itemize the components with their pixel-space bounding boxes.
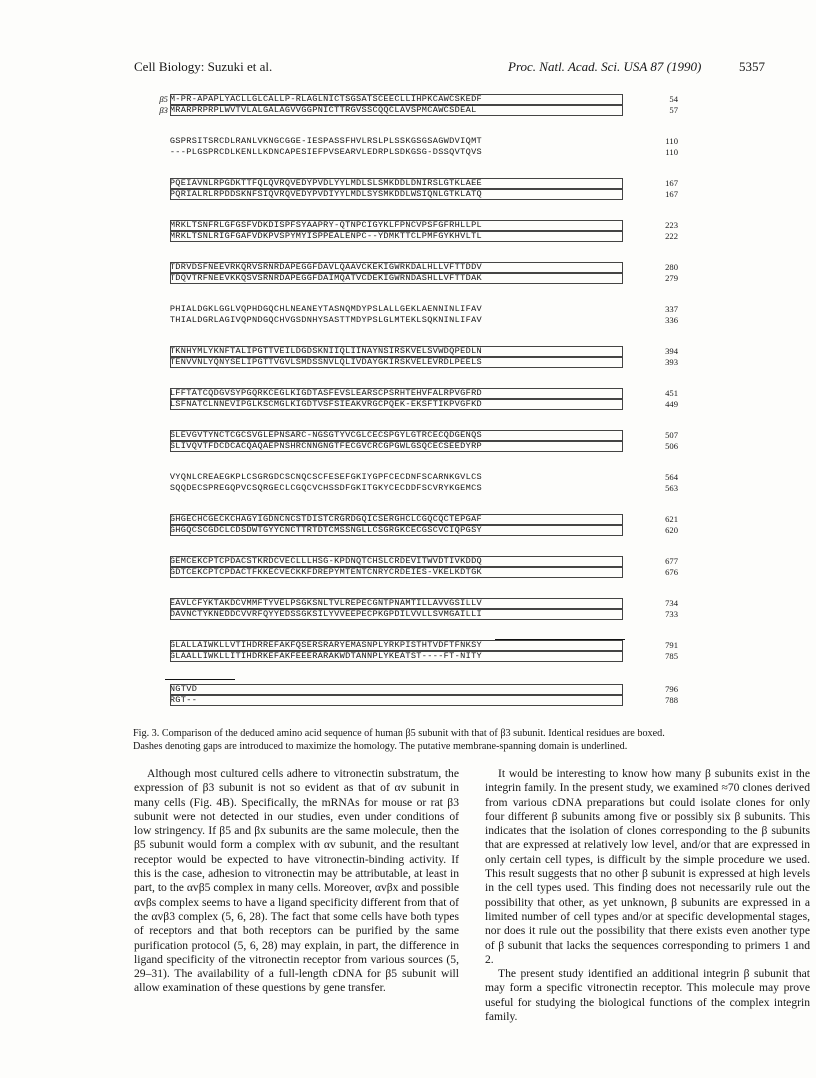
alignment-block [118, 388, 678, 410]
amino-acid-sequence: DAVNCTYKNEDDCVVRFQYYEDSSGKSILYVVEEPECPKGPDILVVLLSVMGAILLI [170, 609, 623, 620]
sequence-row-b3 [118, 105, 678, 116]
running-header-journal: Proc. Natl. Acad. Sci. USA 87 (1990) [508, 59, 702, 74]
amino-acid-sequence: SLIVQVTFDCDCACQAQAEPNSHRCNNGNGTFECGVCRCGPGWLGSQCECSEEDYRP [170, 441, 623, 452]
sequence-row-b5 [118, 178, 678, 189]
alignment-block [118, 94, 678, 116]
alignment-block [118, 684, 678, 706]
residue-number: 223 [665, 220, 678, 230]
amino-acid-sequence: PHIALDGKLGGLVQPHDGQCHLNEANEYTASNQMDYPSLALLGEKLAENNINLIFAV [169, 304, 483, 314]
sequence-row-b5 [118, 346, 678, 357]
residue-number: 337 [665, 304, 678, 314]
residue-number: 394 [665, 346, 678, 356]
amino-acid-sequence: LFFTATCQDGVSYPGQRKCEGLKIGDTASFEVSLEARSCPSRHTEHVFALRPVGFRD [170, 388, 623, 399]
residue-number: 563 [665, 483, 678, 493]
membrane-domain-underline [495, 639, 625, 640]
paragraph: The present study identified an additional integrin β subunit that may form a specific vitronectin receptor. This molecule may prove useful for studying the biological functions of the complex integrin family. [485, 967, 810, 1024]
alignment-block [118, 136, 678, 158]
alignment-block [118, 262, 678, 284]
alignment-block [118, 472, 678, 494]
alignment-block [118, 178, 678, 200]
residue-number: 785 [665, 651, 678, 661]
residue-number: 734 [665, 598, 678, 608]
paragraph: Although most cultured cells adhere to vitronectin substratum, the expression of β3 subunit is not so evident as that of αv subunit in many cells (Fig. 4B). Specifically, the mRNAs for mouse or rat β3 subunit were not detected in our studies, even under conditions of low stringency. If β5 and βx subunits are the same molecule, then the β5 subunit would form a complex with αv subunit, and the resultant receptor would be expected to have vitronectin-binding activity. If this is the case, adhesion to vitronectin may be attributable, at least in part, to the αvβ5 complex in many cells. Moreover, αvβx and possible αvβs complex seems to have a ligand specificity different from that of the αvβ3 complex (5, 6, 28). The fact that some cells have both types of receptors and that both receptors can be purified by the same purification protocol (5, 6, 28) may explain, in part, the difference in ligand specificity of the vitronectin receptor from various sources (5, 29–31). The availability of a full-length cDNA for β5 subunit will allow examination of these questions by gene transfer. [134, 767, 460, 995]
residue-number: 279 [665, 273, 678, 283]
amino-acid-sequence: MRKLTSNLRIGFGAFVDKPVSPYMYISPPEALENPC--YDMKTTCLPMFGYKHVLTL [170, 231, 623, 242]
caption-text: Comparison of the deduced amino acid sequence of human β5 subunit with that of β3 subunit. Identical residues are boxed. Dashes denoting gaps are introduced to maximize the homology. The putative membrane-spanning domain is underlined. [133, 728, 665, 752]
caption-label: Fig. 3. [133, 728, 160, 739]
sequence-row-b3 [118, 651, 678, 662]
residue-number: 393 [665, 357, 678, 367]
sequence-row-b5 [118, 220, 678, 231]
sequence-row-b5 [118, 388, 678, 399]
amino-acid-sequence: TDQVTRFNEEVKKQSVSRNRDAPEGGFDAIMQATVCDEKIGWRNDASHLLVFTTDAK [170, 273, 623, 284]
sequence-row-b5 [118, 430, 678, 441]
amino-acid-sequence: GLALLAIWKLLVTIHDRREFAKFQSERSRARYEMASNPLYRKPISTHTVDFTFNKSY [170, 640, 623, 651]
amino-acid-sequence: ---PLGSPRCDLKENLLKDNCAPESIEFPVSEARVLEDRPLSDKGSG-DSSQVTQVS [169, 147, 483, 157]
residue-number: 788 [665, 695, 678, 705]
alignment-block [118, 430, 678, 452]
residue-number: 506 [665, 441, 678, 451]
amino-acid-sequence: NGTVD [170, 684, 623, 695]
amino-acid-sequence: LSFNATCLNNEVIPGLKSCMGLKIGDTVSFSIEAKVRGCPQEK-EKSFTIKPVGFKD [170, 399, 623, 410]
residue-number: 167 [665, 189, 678, 199]
amino-acid-sequence: TDRVDSFNEEVRKQRVSRNRDAPEGGFDAVLQAAVCKEKIGWRKDALHLLVFTTDDV [170, 262, 623, 273]
sequence-row-b5 [118, 304, 678, 315]
page-number: 5357 [739, 59, 765, 74]
residue-number: 57 [669, 105, 678, 115]
subunit-label: β3 [159, 105, 168, 115]
sequence-row-b3 [118, 315, 678, 326]
alignment-block [118, 640, 678, 662]
residue-number: 676 [665, 567, 678, 577]
sequence-row-b5 [118, 514, 678, 525]
running-header-author: Cell Biology: Suzuki et al. [134, 59, 273, 74]
residue-number: 451 [665, 388, 678, 398]
amino-acid-sequence: VYQNLCREAEGKPLCSGRGDCSCNQCSCFESEFGKIYGPFCECDNFSCARNKGVLCS [169, 472, 483, 482]
amino-acid-sequence: PQEIAVNLRPGDKTTFQLQVRQVEDYPVDLYYLMDLSLSMKDDLDNIRSLGTKLAEE [170, 178, 623, 189]
amino-acid-sequence: RGT-- [170, 695, 623, 706]
membrane-domain-underline [165, 679, 235, 680]
sequence-row-b3 [118, 189, 678, 200]
sequence-row-b5 [118, 640, 678, 651]
sequence-row-b3 [118, 147, 678, 158]
residue-number: 507 [665, 430, 678, 440]
sequence-row-b5 [118, 684, 678, 695]
paragraph: It would be interesting to know how many β subunits exist in the integrin family. In the present study, we examined ≈70 clones derived from various cDNA preparations but could isolate clones for only four different β subunits among five or possibly six β subunits. This indicates that the isolation of clones corresponding to the β subunits that are expressed at relatively low level, and/or that are expressed in only certain cell types, is difficult by the simple procedure we used. This result suggests that no other β subunit is expressed at high levels in the cell types used. This finding does not necessarily rule out the possibility that other, as yet unknown, β subunits are expressed in a limited number of cell types and/or at specific developmental stages, nor does it rule out the possibility that there exists even another type of β subunit that lacks the sequences corresponding to primers 1 and 2. [485, 767, 810, 966]
alignment-block [118, 556, 678, 578]
sequence-row-b3 [118, 441, 678, 452]
sequence-row-b3 [118, 399, 678, 410]
alignment-block [118, 346, 678, 368]
amino-acid-sequence: PQRIALRLRPDDSKNFSIQVRQVEDYPVDIYYLMDLSYSMKDDLWSIQNLGTKLATQ [170, 189, 623, 200]
subunit-label: β5 [159, 94, 168, 104]
sequence-row-b5 [118, 94, 678, 105]
body-column-left [134, 767, 459, 996]
alignment-block [118, 220, 678, 242]
sequence-row-b3 [118, 231, 678, 242]
residue-number: 222 [665, 231, 678, 241]
residue-number: 336 [665, 315, 678, 325]
residue-number: 791 [665, 640, 678, 650]
sequence-row-b3 [118, 567, 678, 578]
amino-acid-sequence: GDTCEKCPTCPDACTFKKECVECKKFDREPYMTENTCNRYCRDEIES-VKELKDTGK [170, 567, 623, 578]
amino-acid-sequence: MRARPRPRPLWVTVLALGALAGVVGGPNICTTRGVSSCQQCLAVSPMCAWCSDEAL [170, 105, 623, 116]
alignment-block [118, 598, 678, 620]
residue-number: 54 [669, 94, 678, 104]
amino-acid-sequence: M-PR-APAPLYACLLGLCALLP-RLAGLNICTSGSATSCEECLLIHPKCAWCSKEDF [170, 94, 623, 105]
sequence-row-b3 [118, 273, 678, 284]
residue-number: 280 [665, 262, 678, 272]
amino-acid-sequence: GHGECHCGECKCHAGYIGDNCNCSTDISTCRGRDGQICSERGHCLCGQCQCTEPGAF [170, 514, 623, 525]
sequence-row-b5 [118, 136, 678, 147]
residue-number: 564 [665, 472, 678, 482]
sequence-row-b3 [118, 483, 678, 494]
amino-acid-sequence: GHGQCSCGDCLCDSDWTGYYCNCTTRTDTCMSSNGLLCSGRGKCECGSCVCIQPGSY [170, 525, 623, 536]
amino-acid-sequence: TENVVNLYQNYSELIPGTTVGVLSMDSSNVLQLIVDAYGKIRSKVELEVRDLPEELS [170, 357, 623, 368]
alignment-block [118, 304, 678, 326]
figure-caption [133, 727, 693, 753]
residue-number: 449 [665, 399, 678, 409]
alignment-block [118, 514, 678, 536]
sequence-row-b3 [118, 357, 678, 368]
amino-acid-sequence: GEMCEKCPTCPDACSTKRDCVECLLLHSG-KPDNQTCHSLCRDEVITWVDTIVKDDQ [170, 556, 623, 567]
body-column-right [485, 767, 810, 1024]
amino-acid-sequence: TKNHYMLYKNFTALIPGTTVEILDGDSKNIIQLIINAYNSIRSKVELSVWDQPEDLN [170, 346, 623, 357]
residue-number: 621 [665, 514, 678, 524]
amino-acid-sequence: SQQDECSPREGQPVCSQRGECLCGQCVCHSSDFGKITGKYCECDDFSCVRYKGEMCS [169, 483, 483, 493]
sequence-row-b5 [118, 598, 678, 609]
residue-number: 796 [665, 684, 678, 694]
residue-number: 620 [665, 525, 678, 535]
residue-number: 167 [665, 178, 678, 188]
sequence-row-b5 [118, 556, 678, 567]
sequence-row-b3 [118, 695, 678, 706]
residue-number: 110 [665, 136, 678, 146]
sequence-row-b5 [118, 472, 678, 483]
sequence-row-b3 [118, 525, 678, 536]
residue-number: 677 [665, 556, 678, 566]
residue-number: 110 [665, 147, 678, 157]
amino-acid-sequence: GLAALLIWKLLITIHDRKEFAKFEEERARAKWDTANNPLYKEATST----FT-NITY [170, 651, 623, 662]
sequence-row-b3 [118, 609, 678, 620]
amino-acid-sequence: THIALDGRLAGIVQPNDGQCHVGSDNHYSASTTMDYPSLGLMTEKLSQKNINLIFAV [169, 315, 483, 325]
amino-acid-sequence: GSPRSITSRCDLRANLVKNGCGGE-IESPASSFHVLRSLPLSSKGSGSAGWDVIQMT [169, 136, 483, 146]
sequence-row-b5 [118, 262, 678, 273]
amino-acid-sequence: MRKLTSNFRLGFGSFVDKDISPFSYAAPRY-QTNPCIGYKLFPNCVPSFGFRHLLPL [170, 220, 623, 231]
amino-acid-sequence: SLEVGVTYNCTCGCSVGLEPNSARC-NGSGTYVCGLCECSPGYLGTRCECQDGENQS [170, 430, 623, 441]
residue-number: 733 [665, 609, 678, 619]
amino-acid-sequence: EAVLCFYKTAKDCVMMFTYVELPSGKSNLTVLREPECGNTPNAMTILLAVVGSILLV [170, 598, 623, 609]
